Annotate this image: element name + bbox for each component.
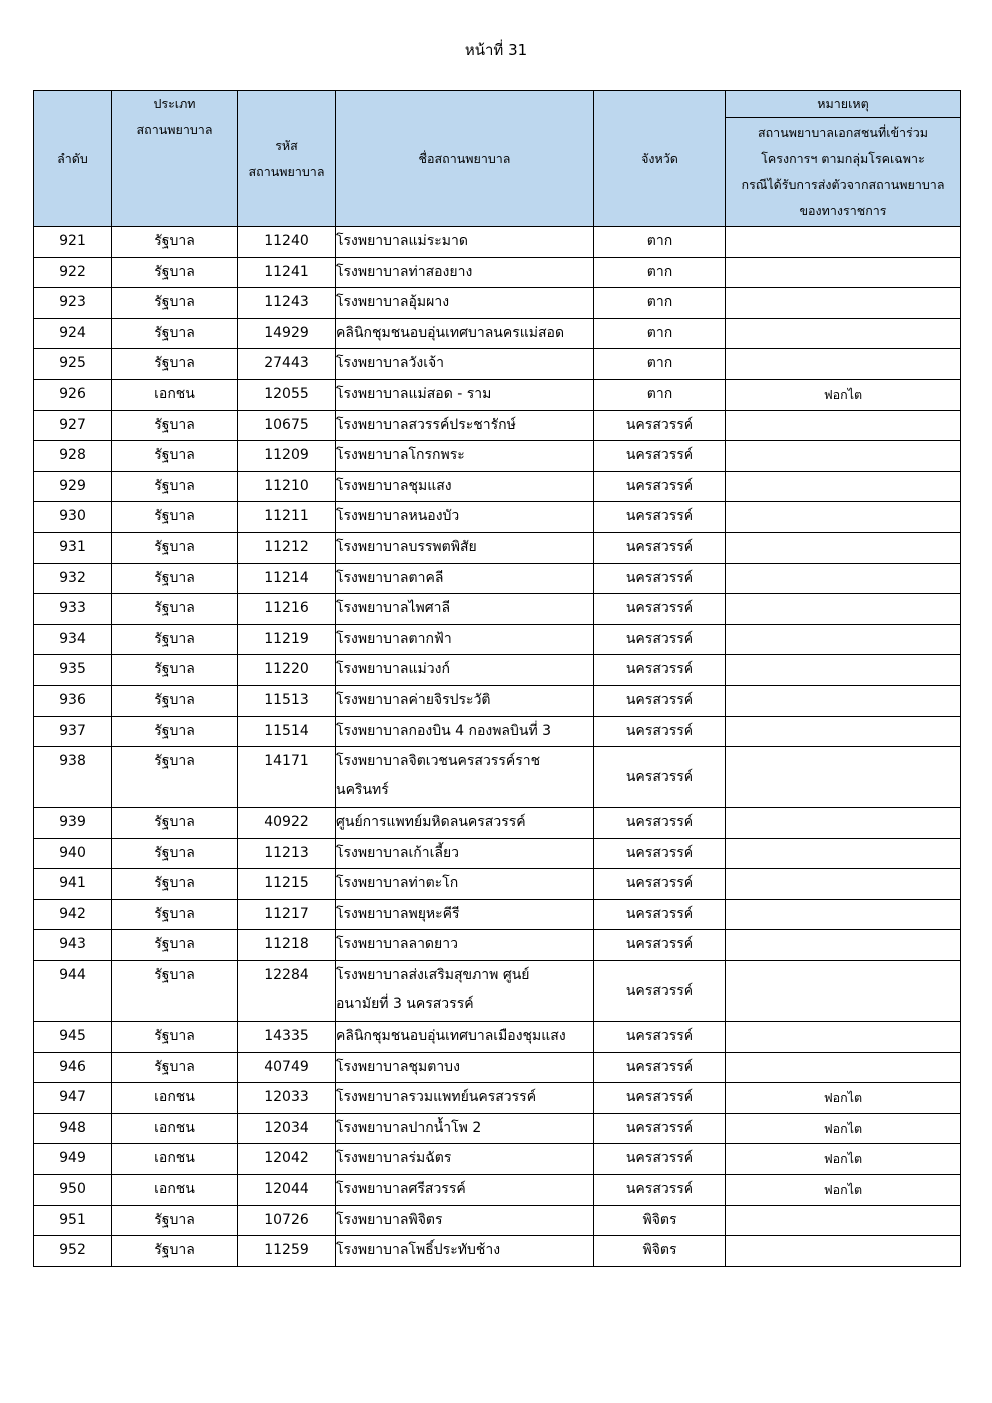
row-province: นครสวรรค์ bbox=[594, 838, 726, 869]
row-name: คลินิกชุมชนอบอุ่นเทศบาลนครแม่สอด bbox=[336, 318, 594, 349]
table-row bbox=[34, 624, 961, 655]
header-name: ชื่อสถานพยาบาล bbox=[336, 91, 594, 227]
row-type: เอกชน bbox=[112, 1175, 238, 1206]
row-name: โรงพยาบาลชุมแสง bbox=[336, 471, 594, 502]
table-row bbox=[34, 869, 961, 900]
row-type: รัฐบาล bbox=[112, 288, 238, 319]
row-remark bbox=[726, 288, 961, 319]
row-code: 11217 bbox=[238, 899, 336, 930]
row-code: 14929 bbox=[238, 318, 336, 349]
row-type: รัฐบาล bbox=[112, 318, 238, 349]
row-name: โรงพยาบาลแม่วงก์ bbox=[336, 655, 594, 686]
row-remark: ฟอกไต bbox=[726, 1083, 961, 1114]
table-row bbox=[34, 563, 961, 594]
table-row bbox=[34, 1052, 961, 1083]
row-province: นครสวรรค์ bbox=[594, 716, 726, 747]
row-order: 936 bbox=[34, 685, 112, 716]
row-code: 10675 bbox=[238, 410, 336, 441]
table-row bbox=[34, 471, 961, 502]
page-title: หน้าที่ 31 bbox=[464, 41, 528, 59]
table-row bbox=[34, 930, 961, 961]
row-order: 935 bbox=[34, 655, 112, 686]
row-code: 27443 bbox=[238, 349, 336, 380]
row-name: โรงพยาบาลตาคลี bbox=[336, 563, 594, 594]
row-order: 931 bbox=[34, 532, 112, 563]
row-name: โรงพยาบาลวังเจ้า bbox=[336, 349, 594, 380]
row-remark bbox=[726, 349, 961, 380]
row-type: รัฐบาล bbox=[112, 1205, 238, 1236]
row-order: 927 bbox=[34, 410, 112, 441]
row-type: รัฐบาล bbox=[112, 471, 238, 502]
table-row bbox=[34, 379, 961, 410]
row-remark bbox=[726, 747, 961, 808]
row-name: โรงพยาบาลพยุหะคีรี bbox=[336, 899, 594, 930]
row-remark bbox=[726, 471, 961, 502]
row-remark bbox=[726, 532, 961, 563]
hospital-table bbox=[33, 90, 961, 1267]
row-province: นครสวรรค์ bbox=[594, 441, 726, 472]
row-name: โรงพยาบาลรวมแพทย์นครสวรรค์ bbox=[336, 1083, 594, 1114]
row-code: 11241 bbox=[238, 257, 336, 288]
row-province: พิจิตร bbox=[594, 1236, 726, 1267]
table-row bbox=[34, 349, 961, 380]
row-order: 941 bbox=[34, 869, 112, 900]
row-province: นครสวรรค์ bbox=[594, 1113, 726, 1144]
row-province: นครสวรรค์ bbox=[594, 655, 726, 686]
row-name: คลินิกชุมชนอบอุ่นเทศบาลเมืองชุมแสง bbox=[336, 1022, 594, 1053]
row-remark bbox=[726, 716, 961, 747]
row-code: 10726 bbox=[238, 1205, 336, 1236]
table-row bbox=[34, 685, 961, 716]
table-row bbox=[34, 899, 961, 930]
row-name: ศูนย์การแพทย์มหิดลนครสวรรค์ bbox=[336, 808, 594, 839]
row-province: ตาก bbox=[594, 349, 726, 380]
row-name: โรงพยาบาลอุ้มผาง bbox=[336, 288, 594, 319]
row-name: โรงพยาบาลร่มฉัตร bbox=[336, 1144, 594, 1175]
row-province: นครสวรรค์ bbox=[594, 961, 726, 1022]
row-province: นครสวรรค์ bbox=[594, 1144, 726, 1175]
table-row bbox=[34, 1175, 961, 1206]
header-code: รหัส สถานพยาบาล bbox=[238, 91, 336, 227]
row-province: นครสวรรค์ bbox=[594, 471, 726, 502]
row-code: 11216 bbox=[238, 594, 336, 625]
row-type: รัฐบาล bbox=[112, 441, 238, 472]
row-type: เอกชน bbox=[112, 1083, 238, 1114]
row-order: 934 bbox=[34, 624, 112, 655]
row-type: รัฐบาล bbox=[112, 685, 238, 716]
row-code: 11214 bbox=[238, 563, 336, 594]
row-province: ตาก bbox=[594, 288, 726, 319]
row-order: 921 bbox=[34, 227, 112, 258]
row-type: เอกชน bbox=[112, 1113, 238, 1144]
row-remark bbox=[726, 318, 961, 349]
table-row bbox=[34, 227, 961, 258]
row-remark bbox=[726, 930, 961, 961]
row-order: 952 bbox=[34, 1236, 112, 1267]
row-order: 929 bbox=[34, 471, 112, 502]
table-row bbox=[34, 532, 961, 563]
row-remark bbox=[726, 961, 961, 1022]
row-province: นครสวรรค์ bbox=[594, 410, 726, 441]
row-name: โรงพยาบาลไพศาลี bbox=[336, 594, 594, 625]
row-remark bbox=[726, 838, 961, 869]
table-row bbox=[34, 288, 961, 319]
row-remark bbox=[726, 410, 961, 441]
row-order: 922 bbox=[34, 257, 112, 288]
row-province: พิจิตร bbox=[594, 1205, 726, 1236]
row-name: โรงพยาบาลโพธิ์ประทับช้าง bbox=[336, 1236, 594, 1267]
row-province: นครสวรรค์ bbox=[594, 869, 726, 900]
row-province: นครสวรรค์ bbox=[594, 747, 726, 808]
table-row bbox=[34, 838, 961, 869]
row-order: 947 bbox=[34, 1083, 112, 1114]
header-province: จังหวัด bbox=[594, 91, 726, 227]
table-row bbox=[34, 502, 961, 533]
row-order: 923 bbox=[34, 288, 112, 319]
row-type: รัฐบาล bbox=[112, 1052, 238, 1083]
row-remark bbox=[726, 502, 961, 533]
row-code: 11220 bbox=[238, 655, 336, 686]
row-order: 937 bbox=[34, 716, 112, 747]
row-type: รัฐบาล bbox=[112, 257, 238, 288]
row-province: นครสวรรค์ bbox=[594, 532, 726, 563]
row-province: นครสวรรค์ bbox=[594, 930, 726, 961]
row-name: โรงพยาบาลตากฟ้า bbox=[336, 624, 594, 655]
row-order: 946 bbox=[34, 1052, 112, 1083]
header-type: ประเภท สถานพยาบาล bbox=[112, 91, 238, 227]
row-order: 951 bbox=[34, 1205, 112, 1236]
row-province: นครสวรรค์ bbox=[594, 1083, 726, 1114]
row-province: นครสวรรค์ bbox=[594, 563, 726, 594]
row-type: รัฐบาล bbox=[112, 747, 238, 808]
row-name: โรงพยาบาลส่งเสริมสุขภาพ ศูนย์ อนามัยที่ 3 นครสวรรค์ bbox=[336, 961, 594, 1022]
row-type: รัฐบาล bbox=[112, 899, 238, 930]
row-name: โรงพยาบาลโกรกพระ bbox=[336, 441, 594, 472]
row-remark: ฟอกไต bbox=[726, 379, 961, 410]
row-code: 11259 bbox=[238, 1236, 336, 1267]
row-code: 12055 bbox=[238, 379, 336, 410]
row-remark bbox=[726, 563, 961, 594]
row-order: 925 bbox=[34, 349, 112, 380]
row-type: รัฐบาล bbox=[112, 869, 238, 900]
row-name: โรงพยาบาลบรรพตพิสัย bbox=[336, 532, 594, 563]
row-type: รัฐบาล bbox=[112, 502, 238, 533]
row-province: นครสวรรค์ bbox=[594, 1052, 726, 1083]
row-name: โรงพยาบาลชุมตาบง bbox=[336, 1052, 594, 1083]
row-remark bbox=[726, 1052, 961, 1083]
row-type: รัฐบาล bbox=[112, 808, 238, 839]
row-order: 930 bbox=[34, 502, 112, 533]
row-code: 11213 bbox=[238, 838, 336, 869]
row-name: โรงพยาบาลท่าตะโก bbox=[336, 869, 594, 900]
row-code: 11215 bbox=[238, 869, 336, 900]
row-code: 12044 bbox=[238, 1175, 336, 1206]
row-remark bbox=[726, 1022, 961, 1053]
row-name: โรงพยาบาลหนองบัว bbox=[336, 502, 594, 533]
row-name: โรงพยาบาลจิตเวชนครสวรรค์ราช นครินทร์ bbox=[336, 747, 594, 808]
row-province: ตาก bbox=[594, 379, 726, 410]
row-order: 932 bbox=[34, 563, 112, 594]
row-province: นครสวรรค์ bbox=[594, 808, 726, 839]
table-row bbox=[34, 1205, 961, 1236]
row-province: ตาก bbox=[594, 257, 726, 288]
table-row bbox=[34, 808, 961, 839]
row-type: รัฐบาล bbox=[112, 1022, 238, 1053]
row-remark bbox=[726, 441, 961, 472]
row-remark bbox=[726, 1236, 961, 1267]
row-type: รัฐบาล bbox=[112, 532, 238, 563]
row-name: โรงพยาบาลแม่สอด - ราม bbox=[336, 379, 594, 410]
row-name: โรงพยาบาลปากน้ำโพ 2 bbox=[336, 1113, 594, 1144]
header-remark-sub: สถานพยาบาลเอกสชนที่เข้าร่วม โครงการฯ ตามกลุ่มโรคเฉพาะ กรณีได้รับการส่งตัวจากสถานพยาบาล ของทางราชการ bbox=[726, 118, 961, 227]
row-code: 11513 bbox=[238, 685, 336, 716]
row-code: 11211 bbox=[238, 502, 336, 533]
table-header bbox=[34, 91, 961, 227]
table-row bbox=[34, 1144, 961, 1175]
row-type: รัฐบาล bbox=[112, 716, 238, 747]
row-province: นครสวรรค์ bbox=[594, 624, 726, 655]
row-type: รัฐบาล bbox=[112, 624, 238, 655]
row-type: รัฐบาล bbox=[112, 930, 238, 961]
row-code: 14335 bbox=[238, 1022, 336, 1053]
row-order: 950 bbox=[34, 1175, 112, 1206]
table-row bbox=[34, 716, 961, 747]
row-name: โรงพยาบาลพิจิตร bbox=[336, 1205, 594, 1236]
row-order: 943 bbox=[34, 930, 112, 961]
row-type: รัฐบาล bbox=[112, 594, 238, 625]
row-remark bbox=[726, 1205, 961, 1236]
row-name: โรงพยาบาลสวรรค์ประชารักษ์ bbox=[336, 410, 594, 441]
row-code: 11212 bbox=[238, 532, 336, 563]
row-province: นครสวรรค์ bbox=[594, 594, 726, 625]
row-remark bbox=[726, 899, 961, 930]
row-province: นครสวรรค์ bbox=[594, 502, 726, 533]
row-code: 40922 bbox=[238, 808, 336, 839]
row-type: รัฐบาล bbox=[112, 961, 238, 1022]
row-code: 11514 bbox=[238, 716, 336, 747]
row-remark bbox=[726, 808, 961, 839]
table-row bbox=[34, 318, 961, 349]
row-remark bbox=[726, 594, 961, 625]
row-code: 40749 bbox=[238, 1052, 336, 1083]
row-order: 926 bbox=[34, 379, 112, 410]
table-row bbox=[34, 1236, 961, 1267]
row-order: 945 bbox=[34, 1022, 112, 1053]
table-row bbox=[34, 1083, 961, 1114]
row-province: นครสวรรค์ bbox=[594, 899, 726, 930]
table-row bbox=[34, 1022, 961, 1053]
row-order: 949 bbox=[34, 1144, 112, 1175]
row-remark bbox=[726, 257, 961, 288]
table-row bbox=[34, 257, 961, 288]
row-remark: ฟอกไต bbox=[726, 1144, 961, 1175]
header-remark: หมายเหตุ bbox=[726, 91, 961, 118]
row-type: เอกชน bbox=[112, 379, 238, 410]
row-name: โรงพยาบาลค่ายจิรประวัติ bbox=[336, 685, 594, 716]
row-code: 11210 bbox=[238, 471, 336, 502]
row-province: ตาก bbox=[594, 318, 726, 349]
row-province: ตาก bbox=[594, 227, 726, 258]
row-name: โรงพยาบาลกองบิน 4 กองพลบินที่ 3 bbox=[336, 716, 594, 747]
row-type: รัฐบาล bbox=[112, 410, 238, 441]
row-name: โรงพยาบาลลาดยาว bbox=[336, 930, 594, 961]
row-order: 928 bbox=[34, 441, 112, 472]
row-name: โรงพยาบาลแม่ระมาด bbox=[336, 227, 594, 258]
row-remark bbox=[726, 655, 961, 686]
row-code: 12034 bbox=[238, 1113, 336, 1144]
row-code: 12033 bbox=[238, 1083, 336, 1114]
table-row bbox=[34, 747, 961, 808]
row-province: นครสวรรค์ bbox=[594, 685, 726, 716]
row-order: 942 bbox=[34, 899, 112, 930]
row-order: 940 bbox=[34, 838, 112, 869]
row-remark bbox=[726, 869, 961, 900]
table-body bbox=[34, 227, 961, 1267]
row-type: รัฐบาล bbox=[112, 1236, 238, 1267]
row-order: 924 bbox=[34, 318, 112, 349]
header-order: ลำดับ bbox=[34, 91, 112, 227]
row-type: รัฐบาล bbox=[112, 227, 238, 258]
row-province: นครสวรรค์ bbox=[594, 1175, 726, 1206]
row-code: 12042 bbox=[238, 1144, 336, 1175]
row-type: เอกชน bbox=[112, 1144, 238, 1175]
row-code: 12284 bbox=[238, 961, 336, 1022]
row-name: โรงพยาบาลท่าสองยาง bbox=[336, 257, 594, 288]
row-order: 938 bbox=[34, 747, 112, 808]
row-remark: ฟอกไต bbox=[726, 1175, 961, 1206]
row-remark bbox=[726, 624, 961, 655]
row-type: รัฐบาล bbox=[112, 349, 238, 380]
row-type: รัฐบาล bbox=[112, 838, 238, 869]
row-code: 11243 bbox=[238, 288, 336, 319]
row-province: นครสวรรค์ bbox=[594, 1022, 726, 1053]
row-name: โรงพยาบาลศรีสวรรค์ bbox=[336, 1175, 594, 1206]
row-code: 11209 bbox=[238, 441, 336, 472]
table-row bbox=[34, 1113, 961, 1144]
row-type: รัฐบาล bbox=[112, 655, 238, 686]
row-order: 933 bbox=[34, 594, 112, 625]
row-order: 939 bbox=[34, 808, 112, 839]
row-code: 11240 bbox=[238, 227, 336, 258]
row-order: 948 bbox=[34, 1113, 112, 1144]
table-row bbox=[34, 594, 961, 625]
table-row bbox=[34, 961, 961, 1022]
row-code: 14171 bbox=[238, 747, 336, 808]
row-code: 11219 bbox=[238, 624, 336, 655]
table-row bbox=[34, 410, 961, 441]
row-name: โรงพยาบาลเก้าเลี้ยว bbox=[336, 838, 594, 869]
row-remark bbox=[726, 685, 961, 716]
row-code: 11218 bbox=[238, 930, 336, 961]
table-row bbox=[34, 655, 961, 686]
row-remark bbox=[726, 227, 961, 258]
row-remark: ฟอกไต bbox=[726, 1113, 961, 1144]
table-row bbox=[34, 441, 961, 472]
row-type: รัฐบาล bbox=[112, 563, 238, 594]
row-order: 944 bbox=[34, 961, 112, 1022]
